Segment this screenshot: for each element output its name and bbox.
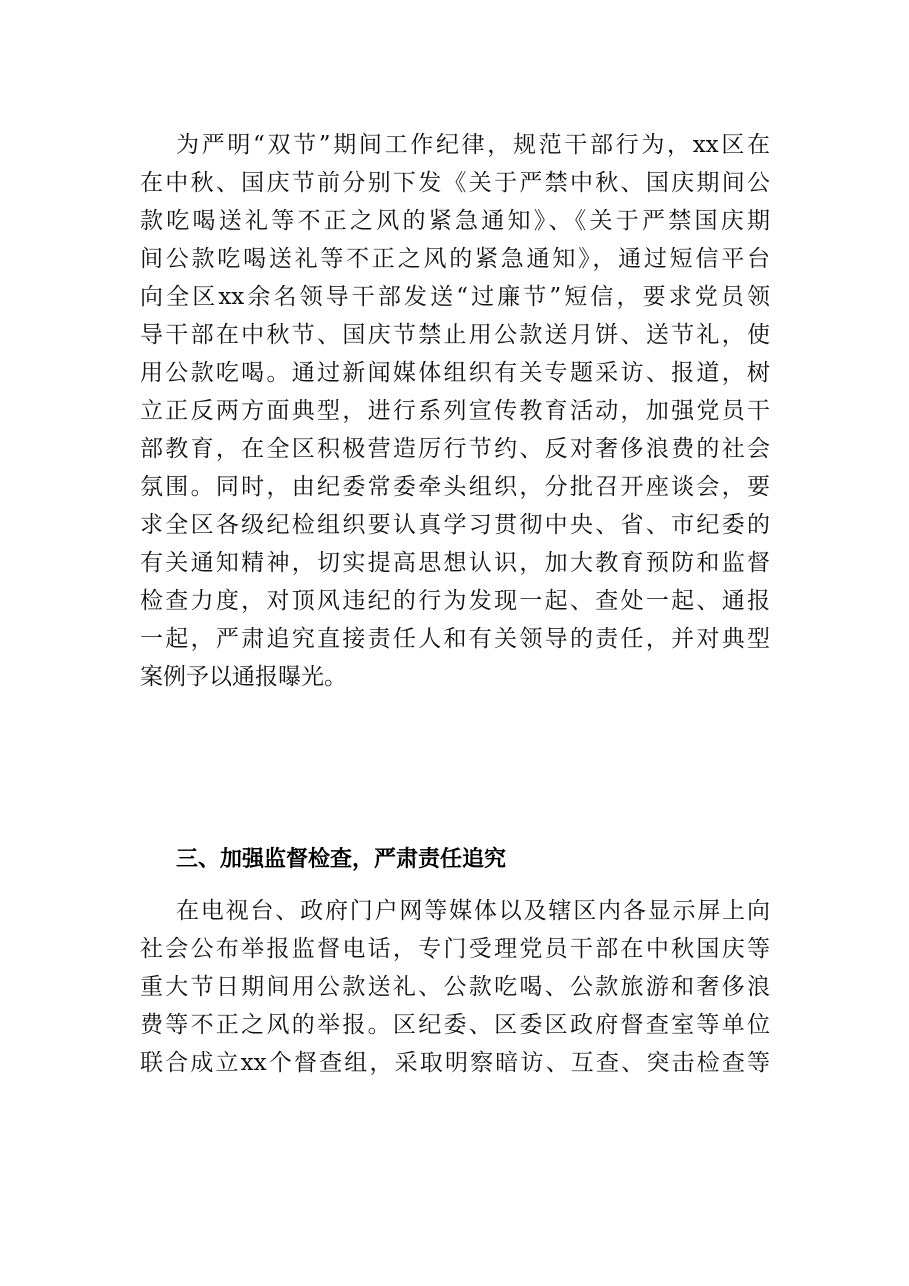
paragraph-line: 用公款吃喝。通过新闻媒体组织有关专题采访、报道，树	[140, 360, 770, 386]
paragraph-line: 向全区xx余名领导干部发送“过廉节”短信，要求党员领	[140, 284, 770, 310]
paragraph-line: 重大节日期间用公款送礼、公款吃喝、公款旅游和奢侈浪	[140, 974, 770, 1000]
paragraph-line: 有关通知精神，切实提高思想认识，加大教育预防和监督	[140, 550, 770, 576]
paragraph-line: 氛围。同时，由纪委常委牵头组织，分批召开座谈会，要	[140, 474, 770, 500]
paragraph-line: 为严明“双节”期间工作纪律，规范干部行为，xx区在	[176, 132, 770, 158]
paragraph-2	[140, 892, 770, 1082]
paragraph-line: 案例予以通报曝光。	[140, 664, 347, 690]
paragraph-line: 导干部在中秋节、国庆节禁止用公款送月饼、送节礼，使	[140, 322, 770, 348]
paragraph-line: 费等不正之风的举报。区纪委、区委区政府督查室等单位	[140, 1012, 770, 1038]
paragraph-line: 款吃喝送礼等不正之风的紧急通知》、《关于严禁国庆期	[140, 208, 770, 234]
paragraph-line: 社会公布举报监督电话，专门受理党员干部在中秋国庆等	[140, 936, 770, 962]
paragraph-1	[140, 126, 770, 696]
paragraph-line: 检查力度，对顶风违纪的行为发现一起、查处一起、通报	[140, 588, 770, 614]
paragraph-line: 在中秋、国庆节前分别下发《关于严禁中秋、国庆期间公	[140, 170, 770, 196]
paragraph-line: 联合成立xx个督查组，采取明察暗访、互查、突击检查等	[140, 1050, 770, 1076]
paragraph-line: 一起，严肃追究直接责任人和有关领导的责任，并对典型	[140, 626, 770, 652]
paragraph-line: 立正反两方面典型，进行系列宣传教育活动，加强党员干	[140, 398, 770, 424]
paragraph-line: 间公款吃喝送礼等不正之风的紧急通知》，通过短信平台	[140, 246, 770, 272]
section-heading: 三、加强监督检查，严肃责任追究	[176, 847, 507, 872]
paragraph-line: 部教育，在全区积极营造厉行节约、反对奢侈浪费的社会	[140, 436, 770, 462]
paragraph-line: 求全区各级纪检组织要认真学习贯彻中央、省、市纪委的	[140, 512, 770, 538]
paragraph-line: 在电视台、政府门户网等媒体以及辖区内各显示屏上向	[176, 898, 770, 924]
